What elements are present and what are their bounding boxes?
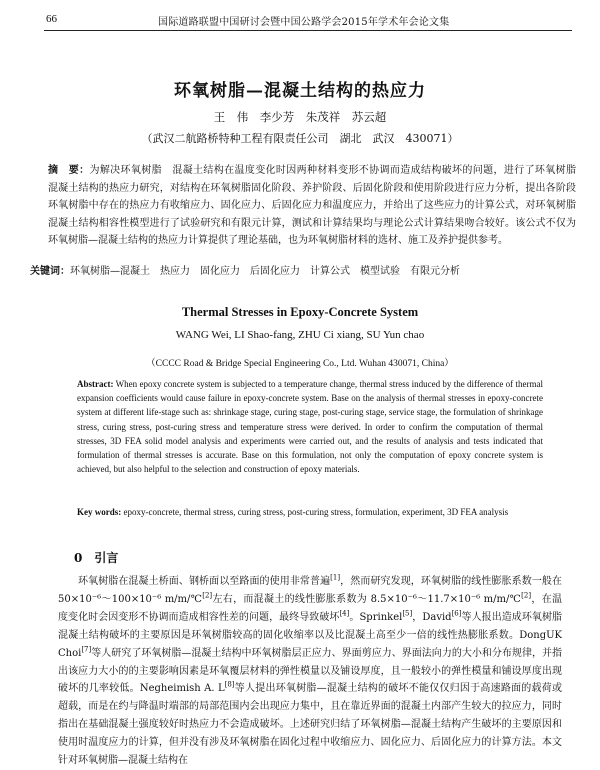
citation: [8] <box>224 681 235 690</box>
english-abstract <box>77 377 543 476</box>
running-title: 国际道路联盟中国研讨会暨中国公路学会2015年学术年会论文集 <box>158 17 450 28</box>
english-abstract-text: When epoxy concrete system is subjected to a temperature change, thermal stress induced by the difference of thermal expansion coefficients would cause failure in epoxy-concrete system. Base on the analysis of thermal stresses in epoxy-concrete system at different life-stage such as: shrinkage stage, curing stage, post-curing stage, service stage, the formulation of shrinkage stress, curing stress, post-curing stress and temperature stress were derived. In order to confirm the computation of thermal stresses, 3D FEA solid model analysis and experiments were carried out, and the results of analysis and tests indicated that formulation of thermal stresses is accurate. Base on this formulation, not only the computation of epoxy concrete system is achieved, but also helpful to the selection and construction of epoxy materials. <box>77 379 543 475</box>
paper-title: 环氧树脂—混凝土结构的热应力 <box>174 81 426 101</box>
english-keywords-text: epoxy-concrete, thermal stress, curing stress, post-curing stress, formulation, experiment, 3D FEA analysis <box>123 507 509 517</box>
body-text: 左右，而混凝土的线性膨胀系数为 8.5×10⁻⁶～11.7×10⁻⁶ m/m/℃ <box>212 593 522 605</box>
citation: [7] <box>81 645 92 654</box>
abstract-label: 摘 要： <box>48 165 90 176</box>
english-keywords-label: Key words: <box>77 507 122 517</box>
body-text: 等人报出造成环氧树脂 混凝土结构破坏的主要原因是环氧树脂较高的固化收缩率以及比混凝土高至少一倍的线性热膨胀系数。DongUK Choi <box>58 611 573 659</box>
abstract-text: 为解决环氧树脂 混凝土结构在温度变化时因两种材料变形不协调而造成结构破坏的问题，进行了环氧树脂 混凝土结构的热应力研究，对结构在环氧树脂固化阶段、养护阶段、后固化阶段和使用阶段进行应力分析，提出各阶段环氧树脂中存在的热应力有收缩应力、固化应力、后固化应力和温度应力，并给出了这些应力的计算公式，对环氧树脂 混凝土结构相容性模型进行了试验研究和有限元计算，测试和计算结果均与理论公式计算结果吻合较好。该公式不仅为环氧树脂—混凝土结构的热应力计算提供了理论基础，也为环氧树脂材料的选材、施工及养护提供参考。 <box>48 165 587 247</box>
chinese-keywords <box>30 262 578 277</box>
keywords-label: 关键词： <box>30 266 70 277</box>
body-text: 环氧树脂在混凝土桥面、钢桥面以至路面的使用非常普遍 <box>78 576 331 587</box>
body-text: 等人提出环氧树脂—混凝土结构的破坏不能仅仅归因于高速路面的载荷或超载，而是在约与降温时端部的局部范围内会出现应力集中，且在靠近界面的混凝土内部产生较大的拉应力，同时指出在基础混凝土强度较好时热应力不会造成破坏。上述研究归结了环氧树脂—混凝土结构产生破坏的主要原因和使用时温度应力的计算，但并没有涉及环氧树脂在固化过程中收缩应力、固化应力、后固化应力的计算方法。本文针对环氧树脂—混凝土结构在 <box>58 683 563 767</box>
english-abstract-label: Abstract: <box>77 379 114 389</box>
section-heading: 0 引言 <box>74 551 119 565</box>
citation: [5] <box>402 609 413 618</box>
body-text: ，在温度变化时会因变形不协调而造成相容性差的问题，最终导致破坏 <box>58 593 563 623</box>
body-text: 等人研究了环氧树脂—混凝土结构中环氧树脂层正应力、界面剪应力、界面法向力的大小和分布规律，并指出该应力大小的的主要影响因素是环氧覆层材料的弹性模量以及铺设厚度，且一般较小的弹性模量和铺设厚度出现破坏的几率较低。Negheimish A. L <box>58 647 562 695</box>
english-affiliation: （CCCC Road & Bridge Special Engineering Co., Ltd. Wuhan 430071, China） <box>146 359 454 369</box>
citation: [1] <box>330 573 341 582</box>
page-number: 66 <box>46 13 57 25</box>
body-text: ，David <box>412 611 452 623</box>
keywords-text: 环氧树脂—混凝土 热应力 固化应力 后固化应力 计算公式 模型试验 有限元分析 <box>70 266 460 277</box>
english-title: Thermal Stresses in Epoxy-Concrete System <box>181 305 419 319</box>
affiliation: （武汉二航路桥特种工程有限责任公司 湖北 武汉 430071） <box>141 132 459 145</box>
chinese-abstract <box>48 162 587 250</box>
citation: [2] <box>202 591 213 600</box>
body-paragraph <box>58 573 573 770</box>
citation: [2] <box>521 591 532 600</box>
english-authors: WANG Wei, LI Shao-fang, ZHU Ci xiang, SU Yun chao <box>175 329 425 341</box>
citation: [6] <box>451 609 462 618</box>
english-keywords <box>77 505 543 519</box>
citation: [4] <box>339 609 350 618</box>
header-rule <box>44 30 572 31</box>
body-text: 。Sprinkel <box>349 611 403 623</box>
authors: 王 伟 李少芳 朱茂祥 苏云超 <box>213 110 387 124</box>
page-header <box>0 0 600 34</box>
body-text: ，然而研究发现，环氧树脂的线性膨胀系数一般在 50×10⁻⁶～100×10⁻⁶ m/m/℃ <box>58 576 563 605</box>
